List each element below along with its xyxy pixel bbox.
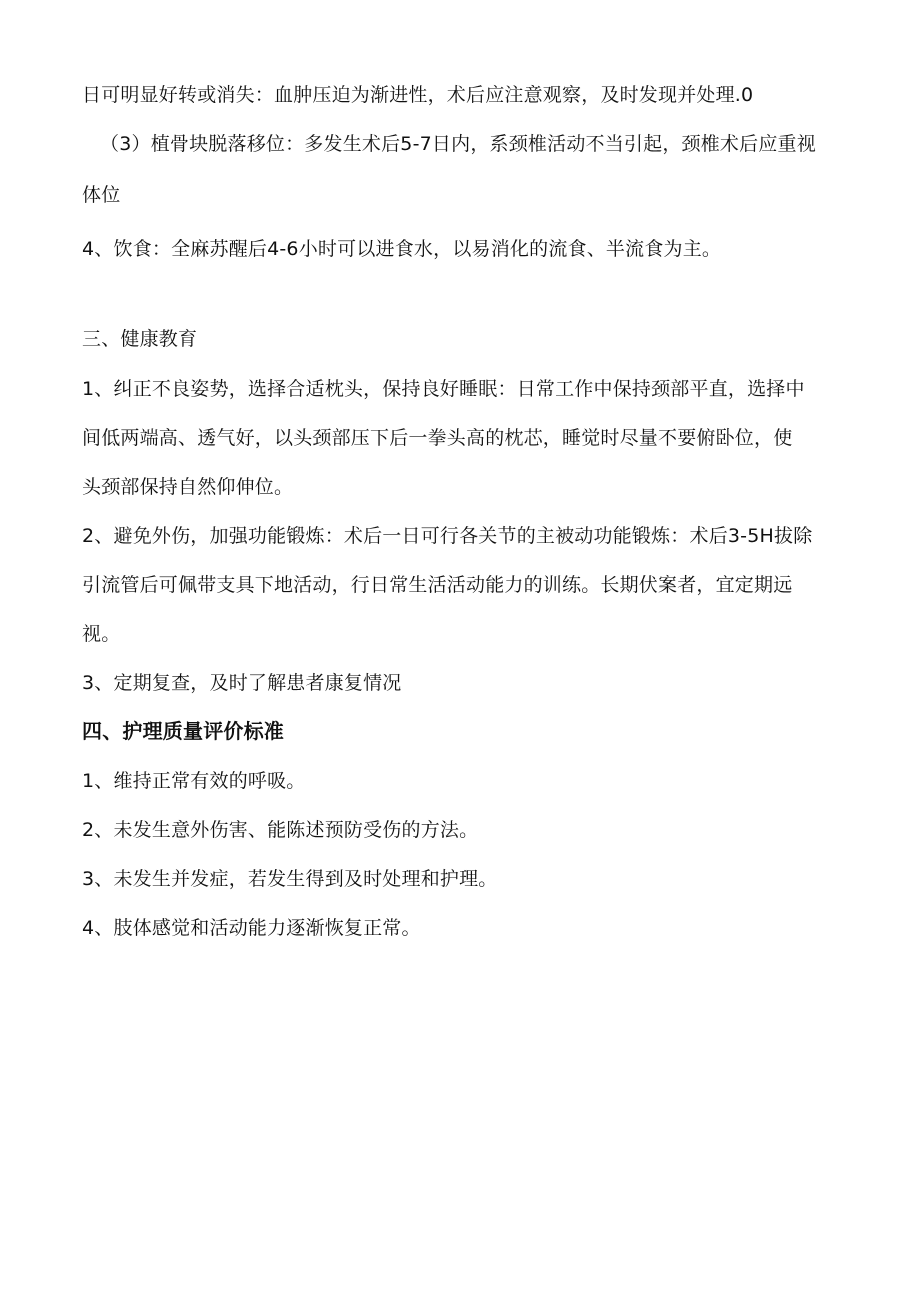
paragraph-line: 视。 bbox=[82, 623, 121, 645]
section-heading: 三、健康教育 bbox=[82, 328, 198, 350]
paragraph-line: 1、纠正不良姿势，选择合适枕头，保持良好睡眠：日常工作中保持颈部平直，选择中 bbox=[82, 378, 805, 400]
paragraph-line: 间低两端高、透气好，以头颈部压下后一拳头高的枕芯，睡觉时尽量不要俯卧位，使 bbox=[82, 427, 793, 449]
list-item: 1、维持正常有效的呼吸。 bbox=[82, 770, 306, 792]
paragraph-line: 3、定期复查，及时了解患者康复情况 bbox=[82, 672, 402, 694]
paragraph-line: 4、饮食：全麻苏醒后4-6小时可以进食水，以易消化的流食、半流食为主。 bbox=[82, 238, 722, 260]
paragraph-line: 头颈部保持自然仰伸位。 bbox=[82, 476, 294, 498]
paragraph-line: （3）植骨块脱落移位：多发生术后5-7日内，系颈椎活动不当引起，颈椎术后应重视 bbox=[100, 133, 816, 155]
paragraph-line: 2、避免外伤，加强功能锻炼：术后一日可行各关节的主被动功能锻炼：术后3-5H拔除 bbox=[82, 525, 813, 547]
list-item: 2、未发生意外伤害、能陈述预防受伤的方法。 bbox=[82, 819, 479, 841]
paragraph-line: 引流管后可佩带支具下地活动，行日常生活活动能力的训练。长期伏案者，宜定期远 bbox=[82, 574, 793, 596]
list-item: 3、未发生并发症，若发生得到及时处理和护理。 bbox=[82, 868, 498, 890]
list-item: 4、肢体感觉和活动能力逐渐恢复正常。 bbox=[82, 917, 421, 939]
section-heading: 四、护理质量评价标准 bbox=[82, 719, 284, 743]
paragraph-line: 日可明显好转或消失：血肿压迫为渐进性，术后应注意观察，及时发现并处理.0 bbox=[82, 84, 754, 106]
paragraph-line: 体位 bbox=[82, 184, 121, 206]
